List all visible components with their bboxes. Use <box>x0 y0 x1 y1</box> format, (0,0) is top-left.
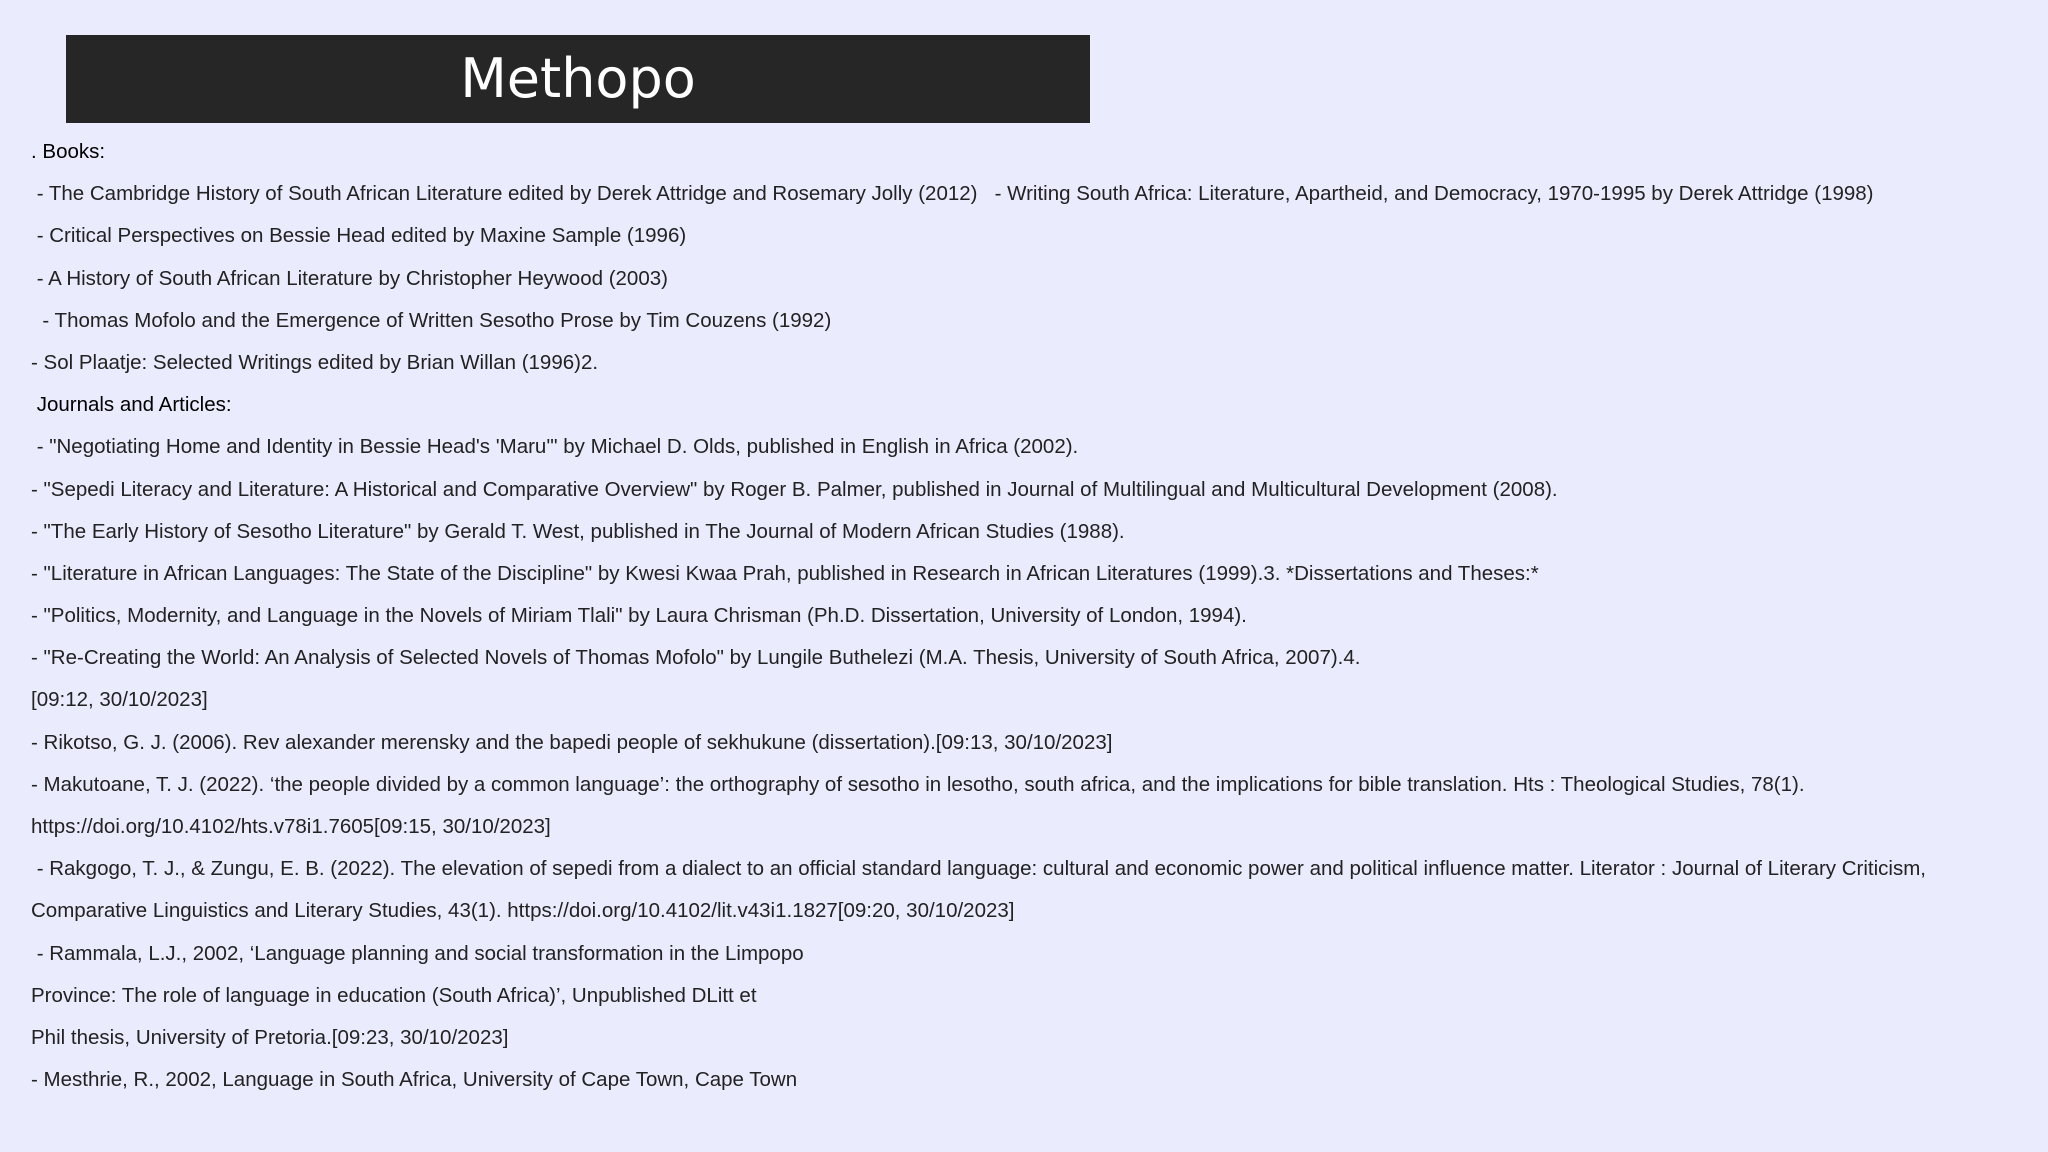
page-title: Methopo <box>460 47 696 110</box>
reference-line: Comparative Linguistics and Literary Studies, 43(1). https://doi.org/10.4102/lit.v43i1.1827[09:20, 30/10/2023] <box>31 899 1015 923</box>
reference-line: - Thomas Mofolo and the Emergence of Written Sesotho Prose by Tim Couzens (1992) <box>31 308 832 332</box>
reference-line: - "Politics, Modernity, and Language in the Novels of Miriam Tlali" by Laura Chrisman (Ph.D. Dissertation, University of London, 1994). <box>31 604 1247 628</box>
reference-line: - The Cambridge History of South African Literature edited by Derek Attridge and Rosemary Jolly (2012) - Writing South Africa: Literature, Apartheid, and Democracy, 1970-1995 by Derek Attridge (1998) <box>31 182 1874 206</box>
reference-line: - "The Early History of Sesotho Literature" by Gerald T. West, published in The Journal of Modern African Studies (1988). <box>31 519 1125 543</box>
references-list <box>31 131 2021 1101</box>
timestamp-line: [09:12, 30/10/2023] <box>31 688 208 712</box>
reference-line: Phil thesis, University of Pretoria.[09:23, 30/10/2023] <box>31 1025 509 1049</box>
reference-line: - "Sepedi Literacy and Literature: A Historical and Comparative Overview" by Roger B. Palmer, published in Journal of Multilingual and Multicultural Development (2008). <box>31 477 1558 501</box>
section-heading-books: . Books: <box>31 140 106 163</box>
reference-line: - Makutoane, T. J. (2022). ‘the people divided by a common language’: the orthography of sesotho in lesotho, south africa, and the implications for bible translation. Hts : Theological Studies, 78(1). <box>31 772 1805 796</box>
reference-line: - "Negotiating Home and Identity in Bessie Head's 'Maru'" by Michael D. Olds, published in English in Africa (2002). <box>31 435 1079 459</box>
reference-line: - Sol Plaatje: Selected Writings edited by Brian Willan (1996)2. <box>31 350 599 374</box>
reference-line: - "Literature in African Languages: The State of the Discipline" by Kwesi Kwaa Prah, published in Research in African Literatures (1999).3. *Dissertations and Theses:* <box>31 561 1539 585</box>
section-heading-journals: Journals and Articles: <box>31 393 232 417</box>
reference-line: - Rakgogo, T. J., & Zungu, E. B. (2022). The elevation of sepedi from a dialect to an official standard language: cultural and economic power and political influence matter. Literator : Journal of Literary Criticism, <box>31 857 1926 881</box>
reference-line: - A History of South African Literature by Christopher Heywood (2003) <box>31 266 668 290</box>
reference-line: https://doi.org/10.4102/hts.v78i1.7605[09:15, 30/10/2023] <box>31 815 551 838</box>
reference-line: - Rammala, L.J., 2002, ‘Language planning and social transformation in the Limpopo <box>31 941 804 965</box>
reference-line: Province: The role of language in education (South Africa)’, Unpublished DLitt et <box>31 983 757 1007</box>
reference-line: - Rikotso, G. J. (2006). Rev alexander merensky and the bapedi people of sekhukune (dissertation).[09:13, 30/10/2023] <box>31 730 1113 754</box>
reference-line: - "Re-Creating the World: An Analysis of Selected Novels of Thomas Mofolo" by Lungile Buthelezi (M.A. Thesis, University of South Africa, 2007).4. <box>31 646 1361 670</box>
reference-line: - Critical Perspectives on Bessie Head edited by Maxine Sample (1996) <box>31 224 687 248</box>
title-bar <box>66 35 1090 123</box>
reference-line: - Mesthrie, R., 2002, Language in South Africa, University of Cape Town, Cape Town <box>31 1068 798 1092</box>
